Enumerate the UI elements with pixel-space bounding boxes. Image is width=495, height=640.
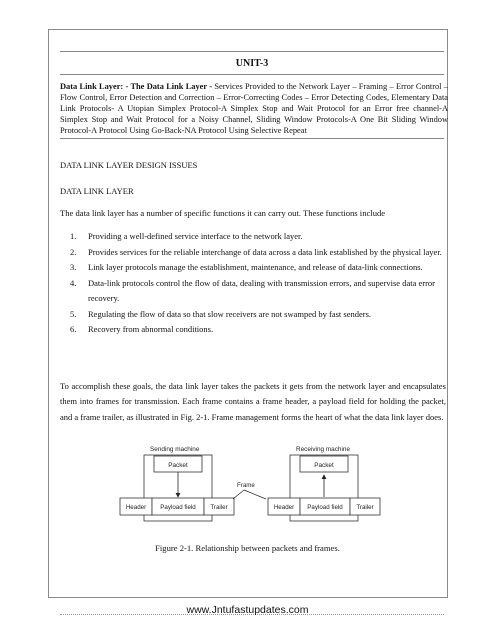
sender-header-label: Header bbox=[125, 504, 147, 511]
sender-packet-label: Packet bbox=[168, 462, 188, 469]
list-number: 5. bbox=[70, 308, 77, 319]
list-item bbox=[66, 276, 446, 307]
list-item bbox=[66, 307, 446, 323]
list-number: 1. bbox=[70, 231, 77, 241]
list-number: 4. bbox=[70, 277, 77, 288]
list-text: Regulating the flow of data so that slow receivers are not swamped by fast senders. bbox=[88, 308, 372, 319]
packet-frame-figure bbox=[100, 440, 400, 526]
title-rule bbox=[60, 74, 444, 75]
body-paragraph: To accomplish these goals, the data link layer takes the packets it gets from the network layer and encapsulates them into frames for transmission. Each frame contains a frame header, a payload field for holding the packet, and a frame trailer, as illustrated in Fig. 2-1. Frame management forms the heart of what the data link layer does. bbox=[60, 381, 446, 422]
list-text: Link layer protocols manage the establishment, maintenance, and release of data-link connections. bbox=[88, 262, 423, 272]
syllabus-lead: Data Link Layer: - The Data Link Layer - bbox=[60, 82, 213, 91]
unit-title: UNIT-3 bbox=[235, 58, 269, 69]
list-text: Data-link protocols control the flow of data, dealing with transmission errors, and supervise data error recovery. bbox=[88, 277, 435, 303]
intro-text: The data link layer has a number of specific functions it can carry out. These functions include bbox=[60, 208, 386, 218]
sender-trailer-label: Trailer bbox=[210, 504, 228, 511]
footer-url: www.Jntufastupdates.com bbox=[186, 604, 309, 616]
figure-caption: Figure 2-1. Relationship between packets and frames. bbox=[155, 543, 340, 553]
heading-design-issues: DATA LINK LAYER DESIGN ISSUES bbox=[60, 160, 198, 170]
receiver-header-label: Header bbox=[273, 504, 295, 511]
list-item bbox=[66, 260, 446, 276]
receiver-packet-label: Packet bbox=[314, 462, 334, 469]
list-text: Recovery from abnormal conditions. bbox=[88, 324, 214, 334]
frame-pointer-line bbox=[233, 490, 244, 499]
receiver-payload-label: Payload field bbox=[307, 504, 343, 511]
sender-payload-label: Payload field bbox=[160, 504, 196, 511]
list-text: Provides services for the reliable interchange of data across a data link established by the physical layer. bbox=[88, 246, 442, 257]
top-rule bbox=[60, 51, 444, 52]
list-item bbox=[66, 245, 446, 261]
list-item bbox=[66, 322, 446, 338]
frame-label: Frame bbox=[237, 482, 255, 489]
function-list bbox=[66, 229, 446, 338]
heading-data-link-layer: DATA LINK LAYER bbox=[60, 186, 134, 196]
syllabus-rule bbox=[60, 138, 444, 139]
receiver-trailer-label: Trailer bbox=[356, 504, 374, 511]
frame-pointer-line bbox=[244, 490, 266, 499]
list-text: Providing a well-defined service interface to the network layer. bbox=[88, 231, 303, 241]
sending-machine-label: Sending machine bbox=[150, 446, 200, 453]
list-number: 6. bbox=[70, 324, 77, 334]
list-number: 3. bbox=[70, 262, 77, 272]
syllabus-text: Services Provided to the Network Layer – Framing – Error Control – Flow Control, Error Detection and Correction – Error-Correcting Codes – Error Detecting Codes, Elementary Data Link Protocols- A Utopian Simplex Protocol-A Simplex Stop and Wait Protocol for an Error free channel-A Simplex Stop and Wait Protocol for a Noisy Channel, Sliding Window Protocols-A One Bit Sliding Window Protocol-A Protocol Using Go-Back-NA Protocol Using Selective Repeat bbox=[60, 82, 448, 136]
receiving-machine-label: Receiving machine bbox=[296, 446, 350, 453]
syllabus-block bbox=[60, 81, 448, 136]
list-item bbox=[66, 229, 446, 245]
list-number: 2. bbox=[70, 246, 77, 257]
